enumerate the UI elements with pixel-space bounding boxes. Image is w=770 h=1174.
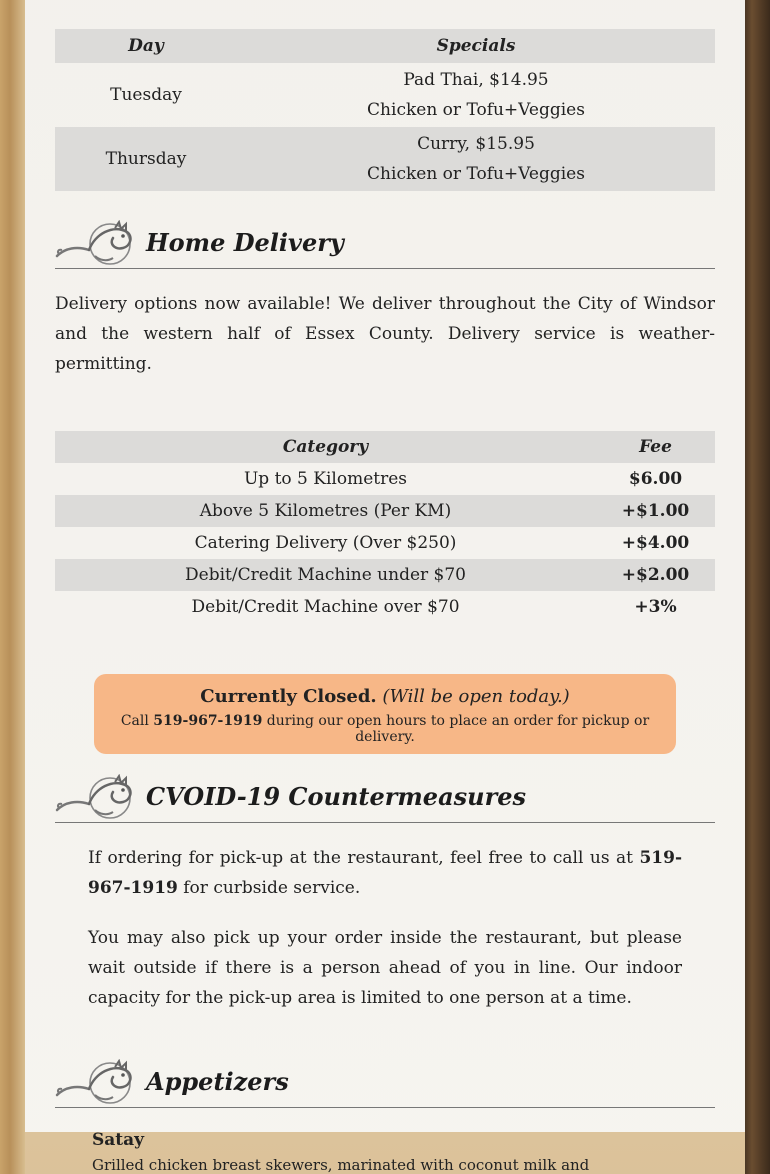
special-day: Thursday — [105, 149, 187, 169]
specials-header-row — [55, 29, 715, 63]
specials-header-day: Day — [128, 36, 164, 56]
dragon-logo-icon — [55, 774, 137, 820]
fee-amount: +$2.00 — [621, 565, 690, 585]
fee-amount: $6.00 — [628, 469, 683, 489]
fee-amount: +$4.00 — [621, 533, 690, 553]
fee-category: Debit/Credit Machine under $70 — [185, 565, 466, 585]
special-item — [237, 127, 715, 191]
covid-paragraph-2: You may also pick up your order inside the restaurant, but please wait outside if there is a person ahead of you in line. Our indoor capacity for the pick-up area is limited to one person at a time. — [88, 928, 682, 1008]
delivery-description: Delivery options now available! We deliver throughout the City of Windsor and the western half of Essex County. Delivery service is weather-permitting. — [55, 294, 715, 374]
menu-item-description: Grilled chicken breast skewers, marinated with coconut milk and — [92, 1156, 590, 1174]
home-delivery-heading — [55, 220, 715, 269]
covid-heading — [55, 774, 715, 823]
fee-amount: +3% — [634, 597, 677, 617]
fee-header-category: Category — [282, 437, 369, 457]
section-title: Appetizers — [146, 1067, 289, 1096]
covid-paragraph-1 — [55, 843, 682, 903]
open-status-notice — [94, 674, 676, 754]
special-line2: Chicken or Tofu+Veggies — [367, 164, 585, 184]
table-row — [55, 495, 715, 527]
list-item — [55, 1130, 715, 1174]
fee-amount: +$1.00 — [621, 501, 690, 521]
section-title: Home Delivery — [146, 228, 344, 257]
covid-p1-suffix: for curbside service. — [183, 878, 361, 898]
fee-header-fee: Fee — [639, 437, 672, 457]
table-row — [55, 63, 715, 127]
dragon-logo-icon — [55, 1059, 137, 1105]
fee-category: Catering Delivery (Over $250) — [194, 533, 457, 553]
content-panel — [25, 0, 745, 1174]
table-row — [55, 559, 715, 591]
special-day: Tuesday — [110, 85, 182, 105]
section-title: CVOID-19 Countermeasures — [146, 782, 527, 811]
special-line1: Curry, $15.95 — [417, 134, 535, 154]
covid-p1-prefix: If ordering for pick-up at the restaurant, feel free to call us at — [88, 848, 633, 868]
fee-category: Above 5 Kilometres (Per KM) — [199, 501, 452, 521]
specials-table — [55, 29, 715, 191]
call-suffix: during our open hours to place an order for pickup or delivery. — [266, 713, 650, 745]
fee-header-row — [55, 431, 715, 463]
status-line — [94, 674, 676, 707]
special-item — [237, 63, 715, 127]
table-row — [55, 591, 715, 623]
main-content — [55, 0, 715, 1174]
call-prefix: Call — [120, 713, 149, 729]
table-row — [55, 527, 715, 559]
open-note: (Will be open today.) — [382, 686, 570, 707]
fee-category: Up to 5 Kilometres — [243, 469, 408, 489]
closed-label: Currently Closed. — [200, 686, 377, 707]
menu-item-name: Satay — [92, 1130, 145, 1150]
table-row — [55, 463, 715, 495]
appetizers-heading — [55, 1059, 715, 1108]
dragon-logo-icon — [55, 220, 137, 266]
fee-category: Debit/Credit Machine over $70 — [191, 597, 460, 617]
special-line2: Chicken or Tofu+Veggies — [367, 100, 585, 120]
call-line — [94, 713, 676, 745]
delivery-fee-table — [55, 431, 715, 623]
special-line1: Pad Thai, $14.95 — [403, 70, 549, 90]
phone-link[interactable]: 519-967-1919 — [88, 848, 682, 898]
phone-link[interactable]: 519-967-1919 — [153, 713, 263, 729]
specials-header-specials: Specials — [436, 36, 516, 56]
table-row — [55, 127, 715, 191]
